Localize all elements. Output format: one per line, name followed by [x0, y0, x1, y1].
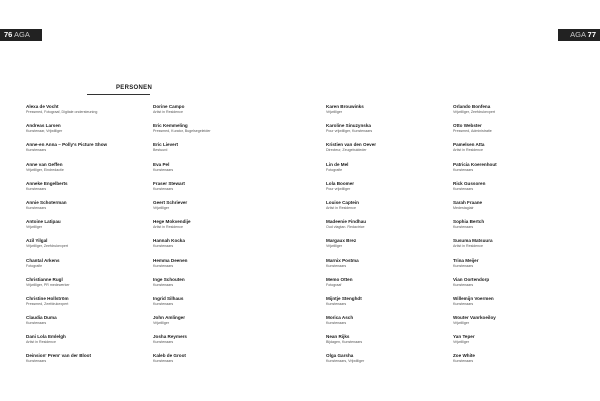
person-role: Fotograaf: [326, 282, 342, 287]
person-entry: [453, 353, 568, 372]
person-name: Sophia Bertch: [453, 219, 485, 225]
person-role: Pressmed, Kurator, Bugelsegeleider: [153, 129, 211, 134]
person-entry: [26, 181, 141, 200]
person-name: Sarah Fraane: [453, 199, 483, 205]
person-entry: [26, 277, 141, 296]
person-role: Kunstenaars: [326, 301, 347, 306]
person-entry: [26, 104, 141, 123]
left-page-tab: [0, 29, 42, 41]
person-role: Kunstenaars: [153, 340, 174, 345]
person-entry: [326, 277, 441, 296]
person-role: Artist in Residence: [153, 110, 183, 114]
person-name: Chantal Arkens: [26, 257, 60, 263]
person-entry: [26, 238, 141, 257]
person-role: Kunstenaars: [453, 186, 474, 191]
person-role: Kunstenaars: [326, 321, 347, 326]
person-name: Karen Brouwinks: [326, 104, 364, 109]
person-name: Margaux Brez: [326, 238, 357, 244]
person-name: Dani Lola Emlelgh: [26, 334, 66, 340]
person-entry: [453, 277, 568, 296]
person-name: Eric Lievert: [153, 142, 179, 148]
person-entry: [26, 123, 141, 142]
person-entry: [453, 315, 568, 334]
person-entry: [326, 258, 441, 277]
person-entry: [453, 200, 568, 219]
person-name: Lola Boomer: [326, 180, 355, 186]
person-name: Fraser Stewart: [153, 180, 185, 186]
person-name: Eric Kemmeling: [153, 123, 188, 129]
person-name: Otto Webster: [453, 123, 482, 129]
person-name: Louise Captein: [326, 199, 359, 205]
person-role: Kunstenaars: [153, 359, 174, 364]
person-name: Kaleb de Groot: [153, 353, 186, 359]
person-role: Kunstenaars: [153, 301, 174, 306]
column-4: [453, 104, 568, 373]
person-role: Artist in Residence: [453, 244, 483, 249]
person-name: Vian Oortendorp: [453, 276, 490, 282]
person-role: Vrijwilliger, PR medewerker: [26, 282, 70, 287]
person-role: Vrijwilliger: [453, 321, 470, 326]
left-page-number: 76: [4, 30, 13, 39]
person-role: Kunstenaars: [26, 205, 47, 210]
section-title: PERSONEN: [116, 85, 153, 91]
person-name: Eva Pel: [153, 161, 170, 167]
person-entry: [153, 181, 268, 200]
person-entry: [153, 123, 268, 142]
person-name: Patricia Koerenhout: [453, 161, 497, 167]
person-entry: [326, 162, 441, 181]
person-role: Vrijwilliger: [153, 205, 170, 210]
person-name: Claudia Duma: [26, 315, 57, 321]
person-entry: [26, 258, 141, 277]
person-role: Oud vlagtan. Redactrice: [326, 225, 365, 230]
person-entry: [326, 315, 441, 334]
person-name: Inge Schouten: [153, 276, 185, 282]
person-role: Vrijwilliger: [26, 225, 43, 230]
person-name: Pamelsen Atta: [453, 142, 485, 148]
person-entry: [153, 238, 268, 257]
right-page-label: AGA: [570, 30, 586, 39]
person-name: Josha Reymers: [153, 334, 187, 340]
person-role: Kunstenaars: [26, 186, 47, 191]
person-entry: [453, 181, 568, 200]
person-role: Artist in Residence: [326, 205, 356, 210]
person-role: Fotografie: [26, 263, 43, 268]
person-entry: [453, 334, 568, 353]
right-page-tab: [558, 29, 600, 41]
person-name: Nean Rijks: [326, 334, 350, 340]
person-role: Kunstenaars: [153, 263, 174, 268]
person-role: Pressmed, Zeefdrukexpert: [26, 301, 69, 306]
person-name: Geert Schriever: [153, 199, 188, 205]
section-rule: [87, 94, 150, 95]
person-role: Artist in Residence: [153, 225, 183, 230]
person-entry: [453, 104, 568, 123]
person-role: Vrijwilliger, Eindredactie: [26, 167, 64, 172]
person-name: Morica Asch: [326, 315, 354, 321]
person-name: Anne-en Anna – Polly's Picture Show: [26, 142, 108, 148]
person-name: Anneke Engelberts: [26, 180, 68, 186]
person-entry: [326, 200, 441, 219]
column-1: [26, 104, 141, 373]
person-role: Vrijwilliger: [326, 110, 343, 114]
person-name: Kristien van den Oever: [326, 142, 377, 148]
person-entry: [153, 277, 268, 296]
person-role: Kunstenaars: [453, 263, 474, 268]
person-entry: [153, 334, 268, 353]
person-name: Hemma Deenen: [153, 257, 188, 263]
person-entry: [326, 353, 441, 372]
person-role: Kunstenaars: [153, 167, 174, 172]
person-role: Pressmed, Fotograaf, Digitale ondersteuning: [26, 110, 98, 114]
person-role: Kunstenaar, Vrijwilliger: [26, 129, 63, 134]
person-role: Vrijwilliger: [453, 340, 470, 345]
person-name: Deinsion' Prem' van der Bloot: [26, 353, 91, 359]
person-role: Vrijwilliger: [326, 244, 343, 249]
person-entry: [26, 219, 141, 238]
person-role: Bijdagen, Kunstenaars: [326, 340, 363, 345]
right-page-number: 77: [587, 30, 596, 39]
person-entry: [453, 123, 568, 142]
person-role: Vrijwilliger, Zeefdrukexpert: [26, 244, 69, 249]
person-role: Kunstenaars: [26, 359, 47, 364]
person-entry: [326, 142, 441, 161]
person-role: Kunstenaars: [453, 167, 474, 172]
person-entry: [326, 238, 441, 257]
person-name: Ingrid Silhaus: [153, 295, 184, 301]
person-entry: [26, 296, 141, 315]
person-name: Andreas Larsen: [26, 123, 61, 129]
person-role: Kunstenaars: [453, 359, 474, 364]
person-role: Vrijwilliger, Zeefdrukexpert: [453, 110, 496, 114]
person-name: Willemijn Voermen: [453, 295, 494, 301]
person-entry: [153, 162, 268, 181]
person-name: Antoine Latipau: [26, 219, 61, 225]
person-entry: [453, 142, 568, 161]
person-name: Alexa de Vocht: [26, 104, 59, 109]
person-name: Susuma Matsuura: [453, 238, 493, 244]
person-entry: [453, 258, 568, 277]
person-role: Kunstenaars: [153, 282, 174, 287]
person-name: Madeenie Findhau: [326, 219, 367, 225]
person-name: Mijntje Stenghdt: [326, 295, 362, 301]
person-entry: [453, 296, 568, 315]
person-entry: [153, 104, 268, 123]
person-name: Rick Gussoren: [453, 180, 486, 186]
person-name: Annie Schoterman: [26, 199, 67, 205]
person-role: Kunstenaars: [153, 244, 174, 249]
person-entry: [326, 181, 441, 200]
person-name: John Amlinger: [153, 315, 185, 321]
person-name: Hege Mokvendije: [153, 219, 191, 225]
person-entry: [153, 142, 268, 161]
person-name: Karoline Sinuzynska: [326, 123, 371, 129]
person-role: Directeur, Zeugebuideder: [326, 148, 367, 153]
person-entry: [153, 296, 268, 315]
person-role: Kunstenaars: [153, 186, 174, 191]
person-entry: [26, 200, 141, 219]
person-name: Marnix Postma: [326, 257, 359, 263]
person-name: Yan Teper: [453, 334, 475, 340]
person-name: Anne van Geffen: [26, 161, 63, 167]
person-name: Hannah Kocka: [153, 238, 185, 244]
person-role: Artist in Residence: [26, 340, 56, 345]
person-entry: [26, 334, 141, 353]
person-role: Kunstenaars: [453, 301, 474, 306]
person-name: Orlando Bonfena: [453, 104, 491, 109]
person-name: Trina Meijer: [453, 257, 479, 263]
column-2: [153, 104, 268, 373]
person-name: Wouter Vanrkoeiloy: [453, 315, 496, 321]
left-page-label: AGA: [14, 30, 30, 39]
person-name: Lin de Mel: [326, 161, 349, 167]
person-role: Kunstenaars: [453, 225, 474, 230]
person-role: Kunstenaars: [326, 263, 347, 268]
person-name: Dorine Campo: [153, 104, 185, 109]
person-entry: [153, 315, 268, 334]
person-entry: [26, 315, 141, 334]
person-entry: [153, 219, 268, 238]
person-role: Pressmed, Administratie: [453, 129, 492, 134]
person-name: Memo Otten: [326, 276, 353, 282]
person-entry: [326, 296, 441, 315]
person-role: Kunstenaars, Vrijwilliger: [326, 359, 365, 364]
person-role: Kunstenaars: [26, 321, 47, 326]
person-entry: [26, 142, 141, 161]
person-role: Medestagiair: [453, 205, 474, 210]
person-entry: [26, 162, 141, 181]
person-name: Azil Yilgal: [26, 238, 48, 244]
person-name: Olga Garsha: [326, 353, 354, 359]
person-entry: [453, 219, 568, 238]
person-entry: [153, 258, 268, 277]
person-entry: [326, 123, 441, 142]
person-name: Zoe White: [453, 353, 475, 359]
person-entry: [326, 334, 441, 353]
person-entry: [326, 104, 441, 123]
person-entry: [153, 353, 268, 372]
person-role: Vrijwilliger: [153, 321, 170, 326]
column-3: [326, 104, 441, 373]
person-role: Artist in Residence: [453, 148, 483, 153]
person-role: Pour vrijwilliger, Kunstenaars: [326, 129, 373, 134]
person-role: Pour vrijwilliger: [326, 186, 351, 191]
person-entry: [26, 353, 141, 372]
person-role: Kunstenaars: [26, 148, 47, 153]
person-entry: [326, 219, 441, 238]
person-name: Christine Hollström: [26, 295, 69, 301]
person-role: Kunstenaars: [453, 282, 474, 287]
person-entry: [453, 238, 568, 257]
person-entry: [453, 162, 568, 181]
person-role: Fotografie: [326, 167, 343, 172]
person-entry: [153, 200, 268, 219]
person-name: Christianne Rugl: [26, 276, 63, 282]
person-role: Bestuurd: [153, 148, 168, 153]
